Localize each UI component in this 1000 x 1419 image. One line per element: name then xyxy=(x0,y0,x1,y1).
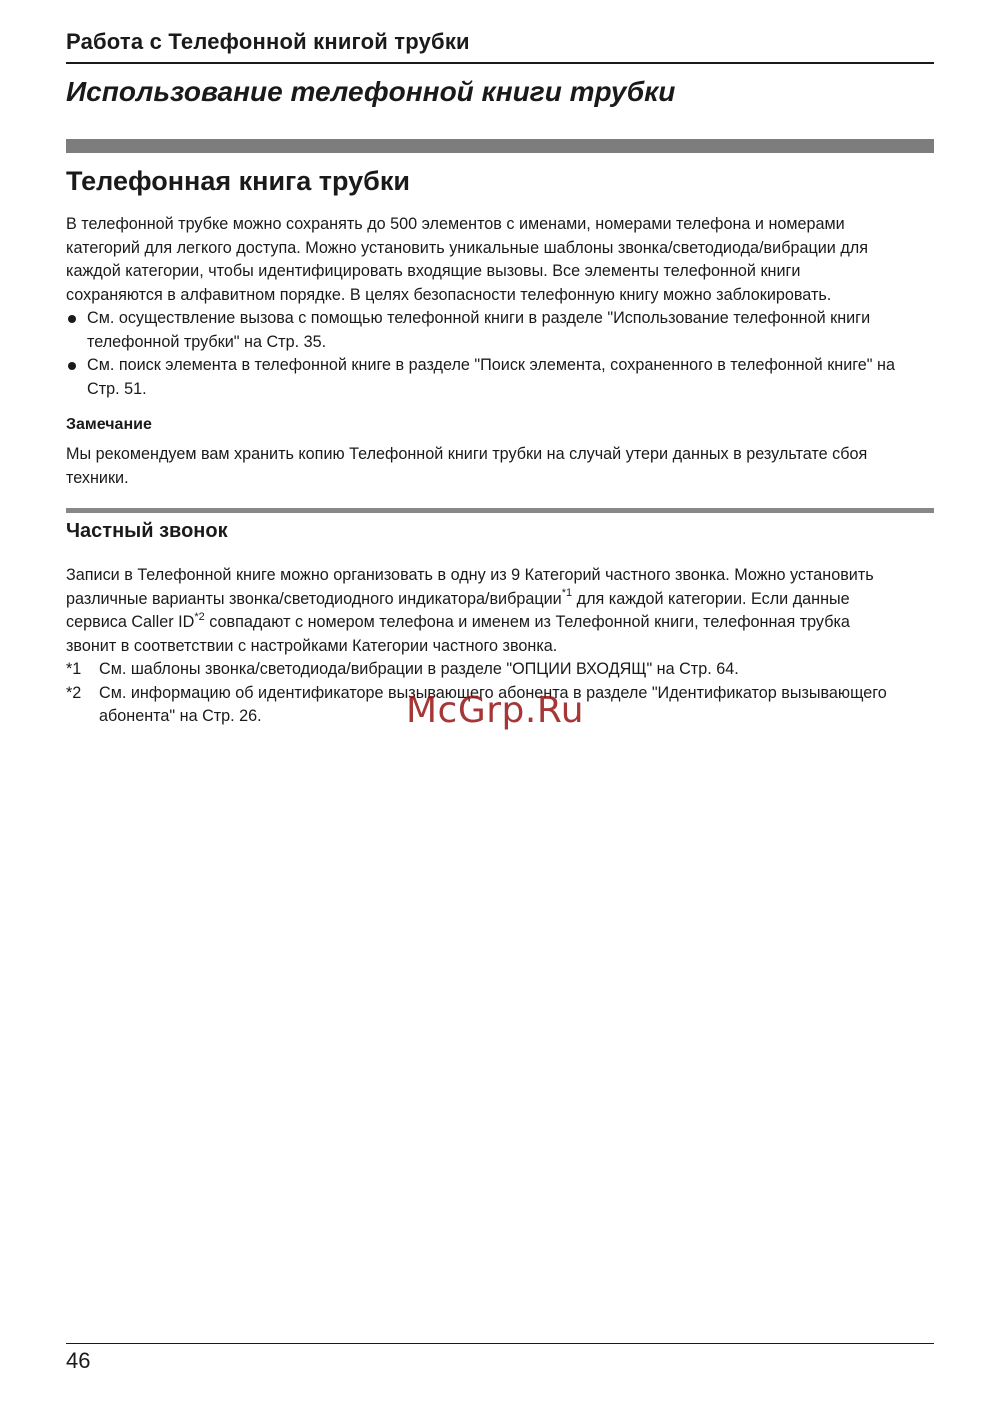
bullet-item xyxy=(66,307,946,354)
footnote-line: См. шаблоны звонка/светодиода/вибрации в разделе "ОПЦИИ ВХОДЯЩ" на Стр. 64. xyxy=(99,660,739,678)
footnote-ref: *2 xyxy=(194,610,205,623)
paragraph-line: звонит в соответствии с настройками Категории частного звонка. xyxy=(66,636,558,655)
note-line: Мы рекомендуем вам хранить копию Телефонной книги трубки на случай утери данных в результате сбоя xyxy=(66,445,868,463)
footnote-mark: *1 xyxy=(66,660,82,678)
footnote-ref: *1 xyxy=(561,587,573,600)
private-ring-description xyxy=(66,564,946,658)
bullet-line: Стр. 51. xyxy=(87,379,147,398)
footnote-mark: *2 xyxy=(66,683,82,702)
paragraph-line xyxy=(66,588,946,612)
paragraph-line: Записи в Телефонной книге можно организовать в одну из 9 Категорий частного звонка. Можно установить xyxy=(66,566,874,584)
note-title: Замечание xyxy=(66,416,152,433)
paragraph-line: В телефонной трубке можно сохранять до 500 элементов с именами, номерами телефона и номерами xyxy=(66,215,845,233)
paragraph-line: каждой категории, чтобы идентифицировать входящие вызовы. Все элементы телефонной книги xyxy=(66,262,801,280)
footnote-item xyxy=(66,658,946,682)
private-ring-heading: Частный звонок xyxy=(66,520,228,542)
page-header-title: Работа с Телефонной книгой трубки xyxy=(66,29,470,54)
page-number: 46 xyxy=(66,1348,91,1373)
bullet-dot-icon xyxy=(68,362,76,370)
paragraph-line: сохраняются в алфавитном порядке. В целях безопасности телефонную книгу можно заблокировать. xyxy=(66,285,832,304)
phonebook-heading: Телефонная книга трубки xyxy=(66,166,410,196)
text-span: различные варианты звонка/светодиодного индикатора/вибрации xyxy=(66,589,562,608)
note-text xyxy=(66,443,946,490)
bullet-line: телефонной трубки" на Стр. 35. xyxy=(87,332,327,351)
phonebook-bullet-list xyxy=(66,307,946,401)
watermark: McGrp.Ru xyxy=(406,690,585,731)
bullet-line: См. поиск элемента в телефонной книге в разделе "Поиск элемента, сохраненного в телефонной книге" на xyxy=(87,356,895,374)
phonebook-description xyxy=(66,213,946,307)
footnote-line: абонента" на Стр. 26. xyxy=(99,707,262,725)
paragraph-line xyxy=(66,611,946,635)
bullet-item xyxy=(66,354,946,401)
text-span: для каждой категории. Если данные xyxy=(572,589,850,608)
note-line: техники. xyxy=(66,468,129,487)
bullet-dot-icon xyxy=(68,315,76,323)
paragraph-line: категорий для легкого доступа. Можно установить уникальные шаблоны звонка/светодиода/вибрации для xyxy=(66,238,868,257)
footnote-line: См. информацию об идентификаторе вызывающего абонента в разделе "Идентификатор вызывающего xyxy=(99,683,887,702)
header-divider xyxy=(66,62,934,64)
subsection-divider-bar xyxy=(66,508,934,513)
footer-divider xyxy=(66,1343,934,1344)
text-span: совпадают с номером телефона и именем из Телефонной книги, телефонная трубка xyxy=(204,613,850,631)
text-span: сервиса Caller ID xyxy=(66,613,195,631)
bullet-line: См. осуществление вызова с помощью телефонной книги в разделе "Использование телефонной книги xyxy=(87,309,871,327)
section-title: Использование телефонной книги трубки xyxy=(66,76,676,107)
section-divider-bar xyxy=(66,139,934,153)
